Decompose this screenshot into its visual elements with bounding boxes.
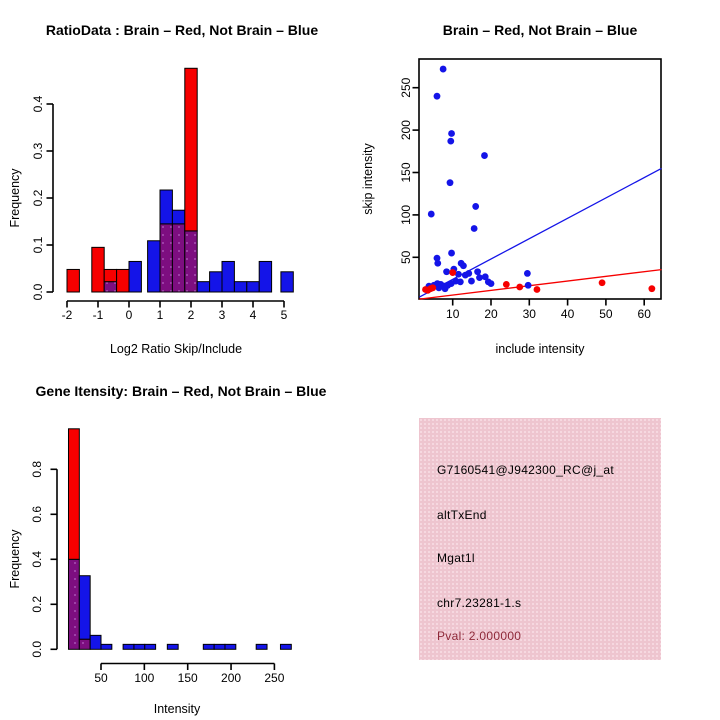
data-point bbox=[488, 280, 495, 287]
gene-intensity-panel bbox=[8, 383, 327, 716]
data-point bbox=[443, 268, 450, 275]
data-point bbox=[471, 225, 478, 232]
scatter-xlabel: include intensity bbox=[495, 342, 585, 356]
y-tick-label: 200 bbox=[399, 120, 413, 141]
y-tick-label: 250 bbox=[399, 77, 413, 98]
y-tick-label: 0.0 bbox=[31, 283, 45, 301]
gene-histogram-plot bbox=[30, 429, 291, 685]
gene-histogram-xlabel: Intensity bbox=[153, 702, 201, 716]
plot-box bbox=[419, 59, 661, 299]
bar-segment bbox=[148, 241, 160, 292]
data-point bbox=[449, 269, 456, 276]
bar-segment bbox=[280, 644, 291, 649]
data-point bbox=[428, 211, 435, 218]
scatter-ylabel: skip intensity bbox=[361, 143, 375, 215]
bar-segment bbox=[210, 272, 222, 292]
y-tick-label: 0.4 bbox=[30, 550, 44, 568]
x-tick-label: 0 bbox=[125, 308, 133, 322]
x-tick-label: 10 bbox=[446, 307, 460, 321]
ratio-histogram-xlabel: Log2 Ratio Skip/Include bbox=[109, 342, 243, 356]
data-point bbox=[462, 272, 469, 279]
bar-segment bbox=[203, 644, 214, 649]
data-point bbox=[429, 284, 436, 291]
probe-id-text: G7160541@J942300_RC@j_at bbox=[437, 463, 615, 477]
bar-segment bbox=[79, 576, 90, 639]
bar-segment bbox=[79, 639, 90, 649]
bar-segment bbox=[160, 190, 172, 224]
data-point bbox=[440, 66, 447, 73]
bar-segment bbox=[134, 644, 145, 649]
ratio-histogram-title: RatioData : Brain – Red, Not Brain – Blue bbox=[45, 22, 319, 38]
x-tick-label: 50 bbox=[94, 671, 108, 685]
data-point bbox=[455, 271, 462, 278]
bar-segment bbox=[67, 269, 79, 292]
x-tick-label: 200 bbox=[221, 671, 242, 685]
bar-segment bbox=[117, 269, 129, 292]
x-tick-label: 20 bbox=[484, 307, 498, 321]
gene-histogram-title: Gene Itensity: Brain – Red, Not Brain – Blue bbox=[35, 383, 327, 399]
locus-text: chr7.23281-1.s bbox=[437, 596, 522, 610]
data-point bbox=[468, 278, 475, 285]
data-point bbox=[476, 274, 483, 281]
bar-segment bbox=[256, 644, 267, 649]
data-point bbox=[524, 270, 531, 277]
bar-segment bbox=[172, 210, 184, 224]
data-point bbox=[436, 284, 443, 291]
bar-segment bbox=[185, 231, 197, 292]
ratio-histogram-ylabel: Frequency bbox=[8, 168, 22, 228]
data-point bbox=[448, 250, 455, 257]
scatter-title: Brain – Red, Not Brain – Blue bbox=[442, 22, 638, 38]
y-tick-label: 0.1 bbox=[31, 236, 45, 254]
bar-segment bbox=[259, 261, 271, 292]
bar-segment bbox=[225, 644, 236, 649]
data-point bbox=[474, 268, 481, 275]
bar-segment bbox=[104, 269, 116, 281]
data-point bbox=[448, 280, 455, 287]
bar-segment bbox=[68, 429, 79, 560]
bar-segment bbox=[90, 635, 101, 649]
pval-text: Pval: 2.000000 bbox=[437, 629, 522, 643]
data-point bbox=[648, 285, 655, 292]
data-point bbox=[434, 93, 441, 100]
x-tick-label: -1 bbox=[92, 308, 104, 322]
bar-segment bbox=[68, 559, 79, 649]
scatter-plot bbox=[399, 59, 661, 321]
bar-segment bbox=[222, 261, 234, 292]
data-point bbox=[503, 281, 510, 288]
y-tick-label: 0.2 bbox=[30, 595, 44, 613]
x-tick-label: 1 bbox=[156, 308, 164, 322]
bar-segment bbox=[214, 644, 225, 649]
ratio-histogram-plot bbox=[31, 68, 293, 322]
y-tick-label: 150 bbox=[399, 162, 413, 183]
data-point bbox=[434, 260, 441, 267]
x-tick-label: 30 bbox=[522, 307, 536, 321]
x-tick-label: 2 bbox=[187, 308, 195, 322]
data-point bbox=[599, 279, 606, 286]
gene-histogram-ylabel: Frequency bbox=[8, 529, 22, 589]
y-tick-label: 0.3 bbox=[31, 142, 45, 160]
scatter-panel bbox=[361, 22, 661, 356]
data-point bbox=[442, 285, 449, 292]
x-tick-label: 50 bbox=[599, 307, 613, 321]
data-point bbox=[448, 130, 455, 137]
bar-segment bbox=[104, 282, 116, 292]
bar-segment bbox=[281, 272, 293, 292]
data-point bbox=[481, 152, 488, 159]
bar-segment bbox=[234, 282, 246, 292]
x-tick-label: -2 bbox=[61, 308, 73, 322]
x-tick-label: 60 bbox=[637, 307, 651, 321]
y-tick-label: 0.6 bbox=[30, 505, 44, 523]
data-point bbox=[534, 286, 541, 293]
bar-segment bbox=[247, 282, 259, 292]
data-point bbox=[447, 179, 454, 186]
y-tick-label: 0.0 bbox=[30, 640, 44, 658]
ratio-histogram-panel bbox=[8, 22, 318, 356]
data-point bbox=[472, 203, 479, 210]
bar-segment bbox=[92, 247, 104, 292]
y-tick-label: 0.4 bbox=[31, 95, 45, 113]
data-point bbox=[447, 138, 454, 145]
gene-info-panel bbox=[419, 418, 661, 660]
x-tick-label: 4 bbox=[249, 308, 257, 322]
bar-segment bbox=[101, 644, 112, 649]
x-tick-label: 40 bbox=[560, 307, 575, 321]
bar-segment bbox=[172, 224, 184, 292]
bar-segment bbox=[160, 224, 172, 292]
y-tick-label: 50 bbox=[399, 250, 413, 264]
bar-segment bbox=[197, 282, 209, 292]
bar-segment bbox=[129, 261, 141, 292]
bar-segment bbox=[123, 644, 134, 649]
event-type-text: altTxEnd bbox=[437, 508, 487, 522]
data-point bbox=[516, 284, 523, 291]
y-tick-label: 0.8 bbox=[30, 460, 44, 478]
x-tick-label: 250 bbox=[264, 671, 285, 685]
gene-name-text: Mgat1l bbox=[437, 551, 475, 565]
data-point bbox=[460, 262, 467, 269]
bar-segment bbox=[145, 644, 156, 649]
bar-segment bbox=[167, 644, 178, 649]
y-tick-label: 0.2 bbox=[31, 189, 45, 207]
y-tick-label: 100 bbox=[399, 204, 413, 225]
data-point bbox=[457, 278, 464, 285]
bar-segment bbox=[185, 68, 197, 231]
data-point bbox=[525, 282, 532, 289]
x-tick-label: 100 bbox=[134, 671, 155, 685]
x-tick-label: 5 bbox=[280, 308, 288, 322]
x-tick-label: 150 bbox=[177, 671, 198, 685]
x-tick-label: 3 bbox=[218, 308, 226, 322]
